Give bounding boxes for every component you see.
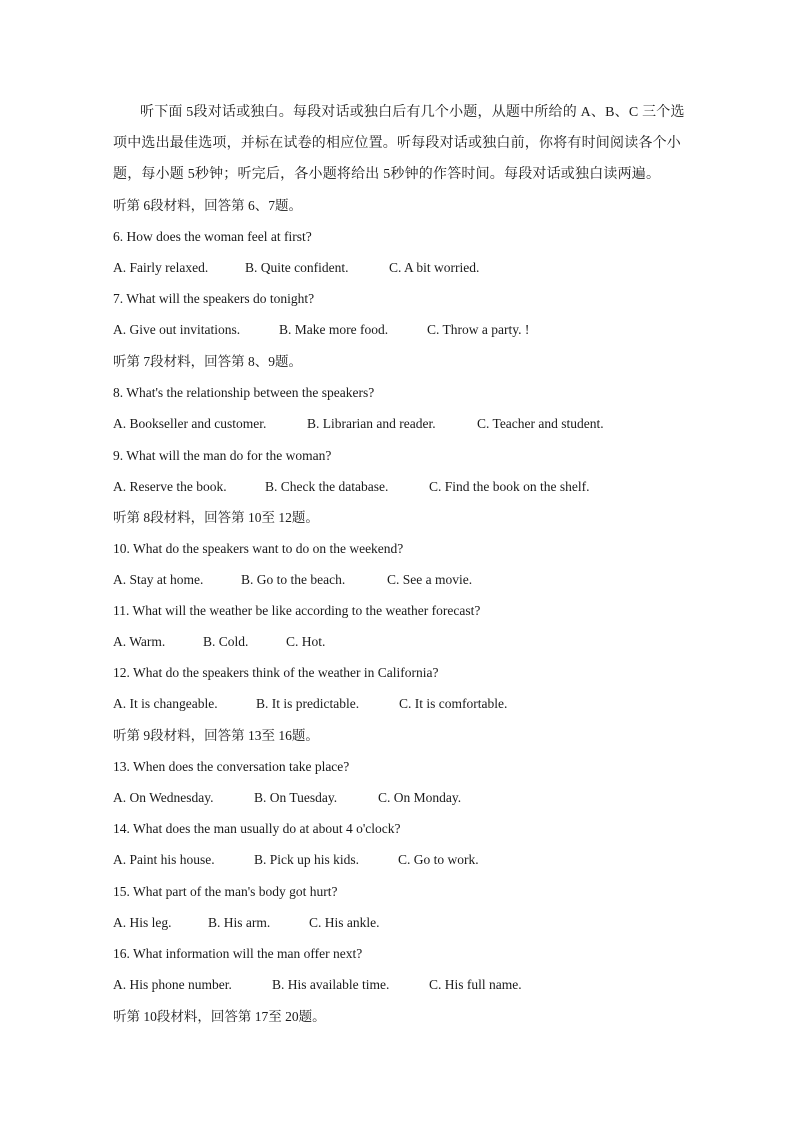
intro-line-3: 题，每小题 5秒钟；听完后，各小题将给出 5秒钟的作答时间。每段对话或独白读两遍。: [113, 167, 661, 182]
option-b: B. Cold.: [203, 634, 249, 649]
intro-line-1: 听下面 5段对话或独白。每段对话或独白后有几个小题，从题中所给的 A、B、C 三个选: [140, 105, 685, 120]
option-a: A. Bookseller and customer.: [113, 416, 267, 431]
question-text: 7. What will the speakers do tonight?: [113, 291, 315, 306]
option-a: A. Give out invitations.: [113, 322, 241, 337]
option-c: C. Hot.: [286, 634, 326, 649]
option-c: C. See a movie.: [387, 572, 473, 587]
option-c: C. Throw a party. !: [427, 322, 530, 337]
option-b: B. Quite confident.: [245, 260, 349, 275]
option-c: C. Find the book on the shelf.: [429, 479, 590, 494]
question-text: 15. What part of the man's body got hurt?: [113, 884, 338, 899]
option-b: B. On Tuesday.: [254, 790, 338, 805]
question-text: 10. What do the speakers want to do on the weekend?: [113, 541, 404, 556]
option-a: A. Stay at home.: [113, 572, 204, 587]
option-b: B. Pick up his kids.: [254, 852, 360, 867]
section-header: 听第 7段材料，回答第 8、9题。: [113, 354, 302, 369]
option-b: B. Check the database.: [265, 479, 389, 494]
option-c: C. His full name.: [429, 977, 522, 992]
section-header: 听第 10段材料，回答第 17至 20题。: [113, 1009, 326, 1024]
question-text: 14. What does the man usually do at about 4 o'clock?: [113, 821, 401, 836]
question-text: 9. What will the man do for the woman?: [113, 448, 332, 463]
option-c: C. Go to work.: [398, 852, 479, 867]
option-c: C. A bit worried.: [389, 260, 480, 275]
option-a: A. Paint his house.: [113, 852, 215, 867]
option-a: A. His phone number.: [113, 977, 232, 992]
option-a: A. Reserve the book.: [113, 479, 227, 494]
section-header: 听第 8段材料，回答第 10至 12题。: [113, 510, 319, 525]
option-b: B. His arm.: [208, 915, 271, 930]
option-c: C. His ankle.: [309, 915, 380, 930]
option-c: C. On Monday.: [378, 790, 462, 805]
option-a: A. Warm.: [113, 634, 166, 649]
option-a: A. On Wednesday.: [113, 790, 214, 805]
option-b: B. Make more food.: [279, 322, 389, 337]
option-a: A. His leg.: [113, 915, 172, 930]
question-text: 16. What information will the man offer next?: [113, 946, 363, 961]
option-c: C. It is comfortable.: [399, 696, 508, 711]
option-b: B. His available time.: [272, 977, 390, 992]
question-text: 11. What will the weather be like according to the weather forecast?: [113, 603, 481, 618]
question-text: 6. How does the woman feel at first?: [113, 229, 312, 244]
option-c: C. Teacher and student.: [477, 416, 604, 431]
option-b: B. It is predictable.: [256, 696, 360, 711]
option-b: B. Librarian and reader.: [307, 416, 436, 431]
option-a: A. Fairly relaxed.: [113, 260, 209, 275]
intro-line-2: 项中选出最佳选项，并标在试卷的相应位置。听每段对话或独白前，你将有时间阅读各个小: [113, 136, 681, 151]
option-a: A. It is changeable.: [113, 696, 218, 711]
question-text: 8. What's the relationship between the speakers?: [113, 385, 375, 400]
question-text: 12. What do the speakers think of the weather in California?: [113, 665, 439, 680]
section-header: 听第 6段材料，回答第 6、7题。: [113, 198, 302, 213]
section-header: 听第 9段材料，回答第 13至 16题。: [113, 728, 319, 743]
question-text: 13. When does the conversation take place?: [113, 759, 350, 774]
option-b: B. Go to the beach.: [241, 572, 346, 587]
